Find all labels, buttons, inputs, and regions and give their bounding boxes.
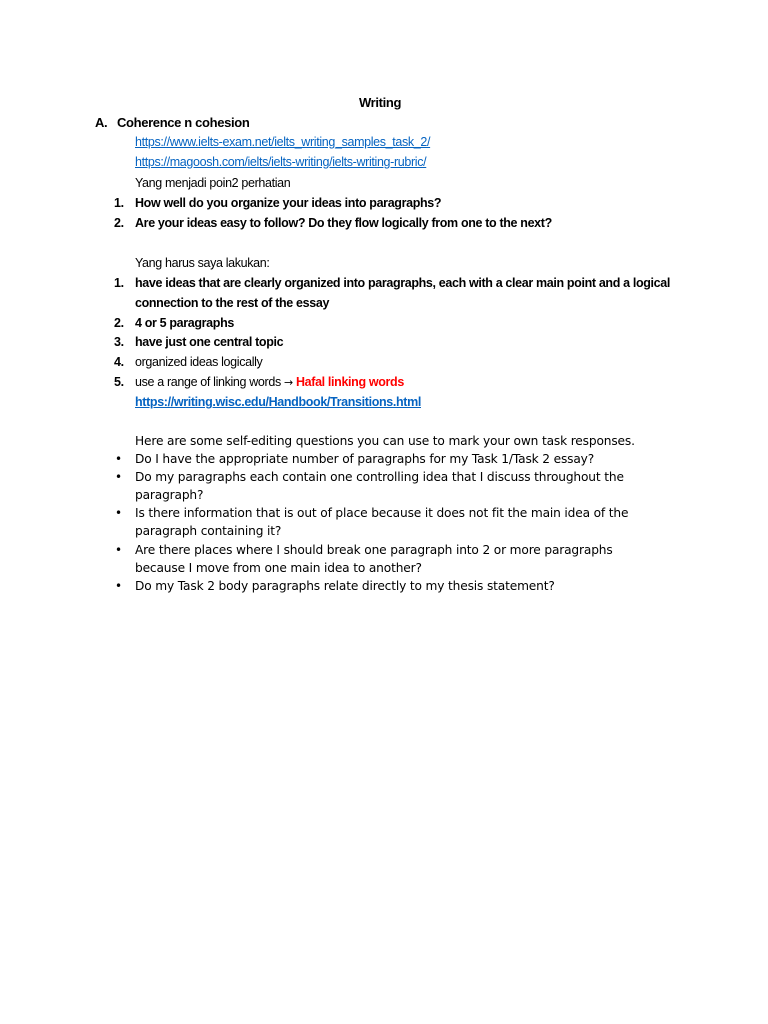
section-marker: A. <box>95 115 108 130</box>
todo-item-4: organized ideas logically <box>135 355 263 369</box>
self-editing-question-5: Do my Task 2 body paragraphs relate directly to my thesis statement? <box>135 579 555 593</box>
todo-heading: Yang harus saya lakukan: <box>135 256 270 270</box>
attention-heading: Yang menjadi poin2 perhatian <box>135 176 291 190</box>
self-editing-question-3-line-1: Is there information that is out of place because it does not fit the main idea of the <box>135 506 629 520</box>
self-editing-question-4-line-2: because I move from one main idea to another? <box>135 561 422 575</box>
todo-item-2-marker: 2. <box>114 316 124 330</box>
attention-item-1: How well do you organize your ideas into paragraphs? <box>135 196 442 210</box>
todo-item-5 <box>135 375 404 389</box>
self-editing-question-4-line-1: Are there places where I should break one paragraph into 2 or more paragraphs <box>135 543 613 557</box>
todo-item-2: 4 or 5 paragraphs <box>135 316 234 330</box>
bullet-icon: • <box>115 452 123 466</box>
self-editing-question-1: Do I have the appropriate number of paragraphs for my Task 1/Task 2 essay? <box>135 452 595 466</box>
self-editing-question-2-line-1: Do my paragraphs each contain one controlling idea that I discuss throughout the <box>135 470 624 484</box>
self-editing-question-3-line-2: paragraph containing it? <box>135 524 282 538</box>
todo-item-3-marker: 3. <box>114 335 124 349</box>
self-editing-question-2-line-2: paragraph? <box>135 488 204 502</box>
todo-item-1-line-1: have ideas that are clearly organized into paragraphs, each with a clear main point and a logical <box>135 276 670 290</box>
todo-item-5-text: use a range of linking words <box>135 375 281 389</box>
bullet-icon: • <box>115 579 123 593</box>
bullet-icon: • <box>115 506 123 520</box>
todo-item-4-marker: 4. <box>114 355 124 369</box>
todo-item-1-line-2: connection to the rest of the essay <box>135 296 330 310</box>
todo-item-5-marker: 5. <box>114 375 124 389</box>
attention-item-1-marker: 1. <box>114 196 124 210</box>
ielts-exam-link[interactable]: https://www.ielts-exam.net/ielts_writing_samples_task_2/ <box>135 135 431 149</box>
todo-item-3: have just one central topic <box>135 335 284 349</box>
self-editing-intro: Here are some self-editing questions you can use to mark your own task responses. <box>135 434 635 448</box>
linking-words-highlight: Hafal linking words <box>295 375 404 389</box>
attention-item-2: Are your ideas easy to follow? Do they flow logically from one to the next? <box>135 216 552 230</box>
todo-item-1-marker: 1. <box>114 276 124 290</box>
magoosh-rubric-link[interactable]: https://magoosh.com/ielts/ielts-writing/ielts-writing-rubric/ <box>135 155 427 169</box>
section-heading: Coherence n cohesion <box>117 115 250 130</box>
page-title: Writing <box>359 95 402 110</box>
bullet-icon: • <box>115 470 123 484</box>
attention-item-2-marker: 2. <box>114 216 124 230</box>
arrow-right-icon: → <box>283 376 293 389</box>
bullet-icon: • <box>115 543 123 557</box>
wisc-transitions-link[interactable]: https://writing.wisc.edu/Handbook/Transitions.html <box>135 395 421 409</box>
